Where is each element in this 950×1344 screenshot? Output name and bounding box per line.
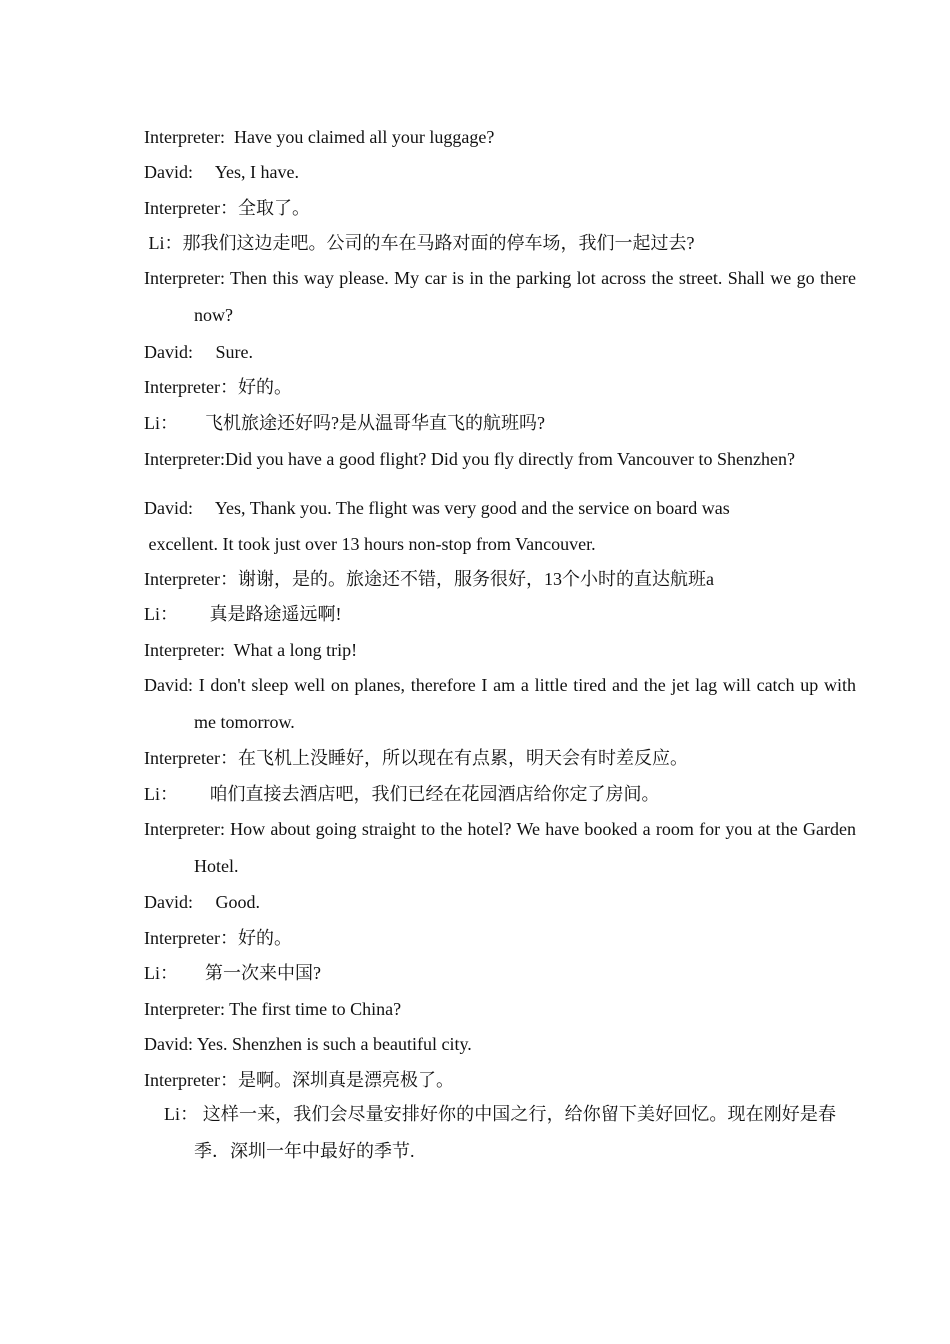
dialogue-line: David: Yes, Thank you. The flight was very good and the service on board was: [144, 498, 730, 518]
dialogue-line: Interpreter: How about going straight to the hotel? We have booked a room for you at the Garden Hotel.: [144, 819, 856, 876]
dialogue-line: excellent. It took just over 13 hours non-stop from Vancouver.: [144, 534, 596, 554]
dialogue-line: Li： 飞机旅途还好吗?是从温哥华直飞的航班吗?: [144, 413, 545, 433]
dialogue-line: Interpreter：谢谢，是的。旅途还不错，服务很好，13个小时的直达航班a: [144, 569, 714, 589]
dialogue-line: Li： 这样一来，我们会尽量安排好你的中国之行，给你留下美好回忆。现在刚好是春季．深圳一年中最好的季节.: [164, 1104, 836, 1161]
dialogue-line: Li：那我们这边走吧。公司的车在马路对面的停车场，我们一起过去?: [144, 233, 695, 253]
dialogue-line: Interpreter：好的。: [144, 928, 292, 948]
dialogue-line: David: Good.: [144, 892, 260, 912]
dialogue-line: Interpreter:Did you have a good flight? Did you fly directly from Vancouver to Shenzhen?: [144, 449, 795, 469]
dialogue-line: Interpreter: What a long trip!: [144, 640, 358, 660]
dialogue-line: Interpreter：好的。: [144, 377, 292, 397]
dialogue-line: Interpreter: Then this way please. My car is in the parking lot across the street. Shall we go there now?: [144, 268, 856, 325]
dialogue-line: Interpreter：全取了。: [144, 198, 310, 218]
dialogue-line: Li： 真是路途遥远啊!: [144, 604, 342, 624]
dialogue-line: Li： 第一次来中国?: [144, 963, 321, 983]
dialogue-line: Li： 咱们直接去酒店吧，我们已经在花园酒店给你定了房间。: [144, 784, 660, 804]
dialogue-line: Interpreter：是啊。深圳真是漂亮极了。: [144, 1070, 454, 1090]
dialogue-line: David: Sure.: [144, 342, 253, 362]
dialogue-line: Interpreter：在飞机上没睡好，所以现在有点累，明天会有时差反应。: [144, 748, 688, 768]
dialogue-line: Interpreter: The first time to China?: [144, 999, 402, 1019]
dialogue-line: Interpreter: Have you claimed all your luggage?: [144, 127, 495, 147]
dialogue-line: David: Yes. Shenzhen is such a beautiful city.: [144, 1034, 472, 1054]
dialogue-line: David: Yes, I have.: [144, 162, 299, 182]
dialogue-line: David: I don't sleep well on planes, therefore I am a little tired and the jet lag will catch up with me tomorrow.: [144, 675, 856, 732]
